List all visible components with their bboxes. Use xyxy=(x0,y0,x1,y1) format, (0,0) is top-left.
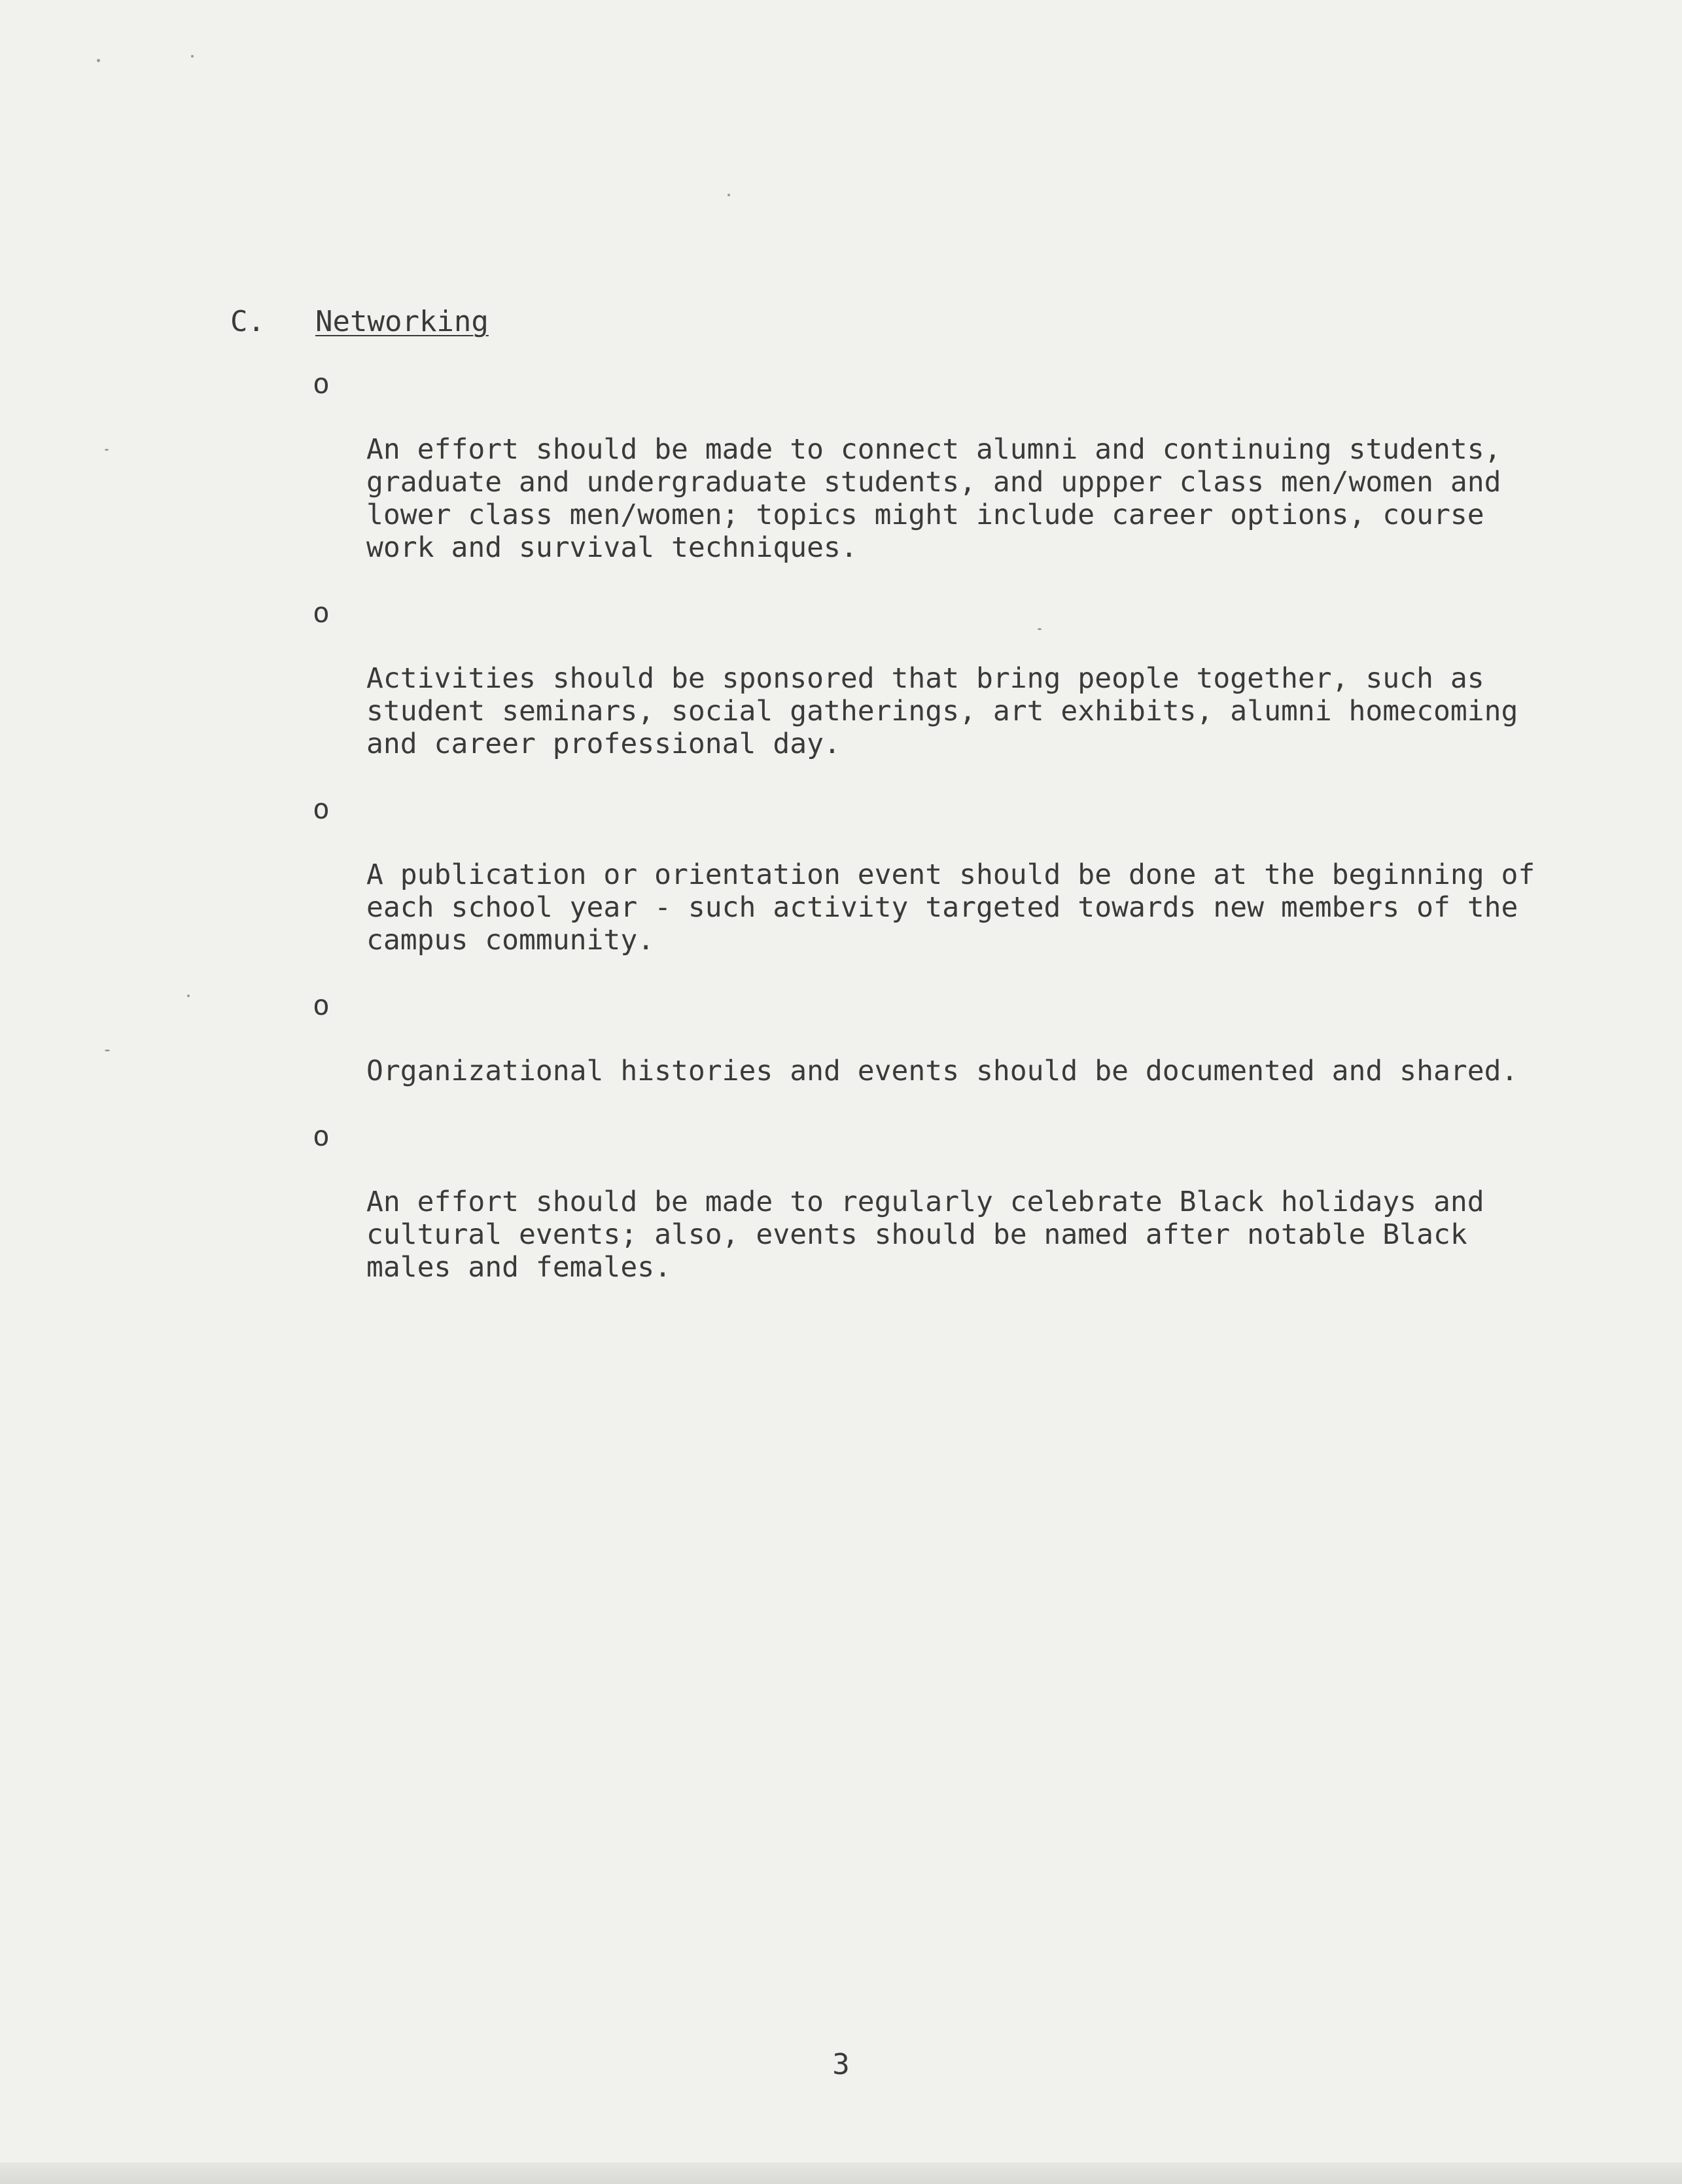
scan-speck xyxy=(191,55,194,58)
scan-speck xyxy=(105,1049,110,1051)
scan-speck xyxy=(105,449,109,451)
bullet-marker: o xyxy=(313,597,330,629)
list-item xyxy=(313,1120,1556,1284)
bullet-marker: o xyxy=(313,989,330,1022)
list-item xyxy=(313,989,1556,1087)
section-letter: C. xyxy=(230,305,265,338)
section-title: Networking xyxy=(315,305,489,338)
recommendation-list xyxy=(313,368,1556,1316)
page-number: 3 xyxy=(832,2048,850,2081)
bullet-text: Activities should be sponsored that bring people together, such as student seminars, social gatherings, art exhibits, alumni homecoming and career professional day. xyxy=(366,662,1518,760)
bullet-marker: o xyxy=(313,368,330,400)
list-item xyxy=(313,368,1556,564)
bullet-text: A publication or orientation event should be done at the beginning of each school year - such activity targeted towards new members of the campus community. xyxy=(366,858,1535,957)
bullet-text: An effort should be made to regularly celebrate Black holidays and cultural events; also, events should be named after notable Black males and females. xyxy=(366,1186,1484,1284)
section-heading xyxy=(230,302,489,342)
scan-speck xyxy=(187,995,190,997)
list-item xyxy=(313,597,1556,760)
scan-speck xyxy=(727,194,730,196)
scan-speck xyxy=(97,59,100,62)
scan-bottom-edge xyxy=(0,2162,1682,2184)
bullet-marker: o xyxy=(313,793,330,826)
bullet-text: Organizational histories and events should be documented and shared. xyxy=(366,1055,1518,1087)
list-item xyxy=(313,793,1556,957)
bullet-text: An effort should be made to connect alumni and continuing students, graduate and undergraduate students, and uppper class men/women and lower class men/women; topics might include career options, course work and survival techniques. xyxy=(366,433,1501,564)
bullet-marker: o xyxy=(313,1120,330,1153)
